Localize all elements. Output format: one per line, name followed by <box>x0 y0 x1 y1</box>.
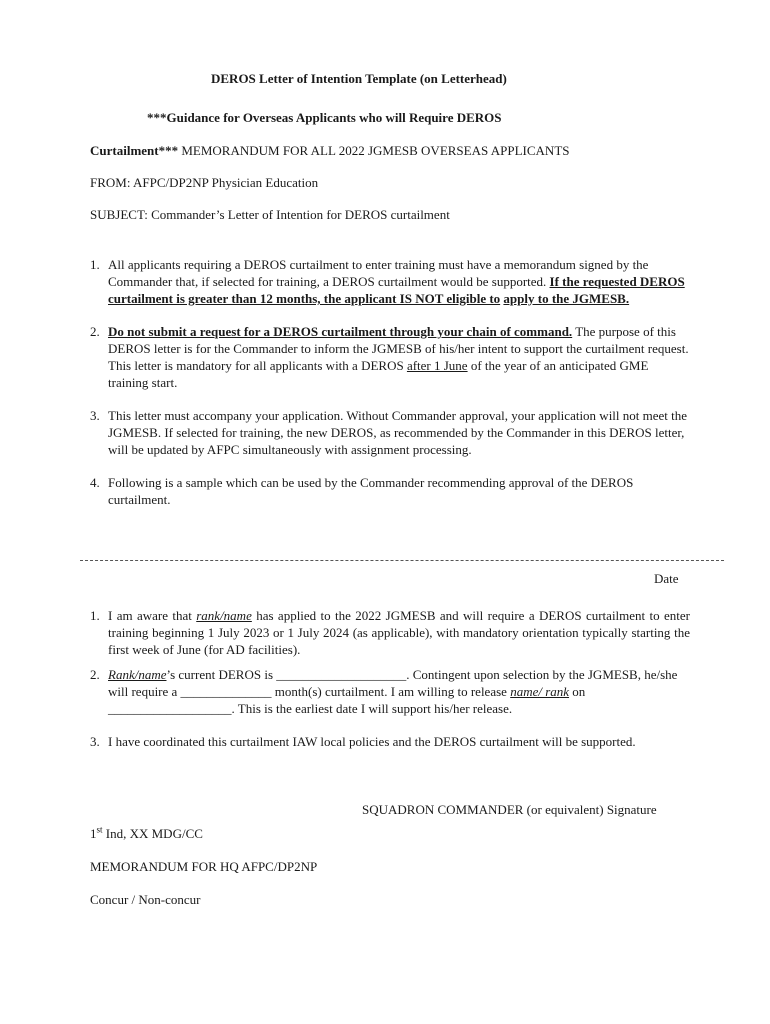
date-threshold: after 1 June <box>406 358 468 373</box>
from-line: FROM: AFPC/DP2NP Physician Education <box>90 175 319 190</box>
guidance-paragraph-2 <box>108 323 690 391</box>
list-number: 1. <box>90 608 100 623</box>
sample-letter-list <box>90 607 690 750</box>
paragraph-text: on ___________________. This is the earliest date I will support his/her release. <box>108 684 586 716</box>
signature-line: SQUADRON COMMANDER (or equivalent) Signature <box>362 802 657 817</box>
guidance-list <box>90 256 690 508</box>
chain-of-command-warning: Do not submit a request for a DEROS curtailment through your chain of command. <box>108 324 573 339</box>
paragraph-text: has applied to the 2022 JGMESB and will require a DEROS curtailment to enter training beginning 1 July 2023 or 1 July 2024 (as applicable), with mandatory orientation typically starting the first week of June (for AD facilities). <box>108 608 690 657</box>
sample-paragraph-3: I have coordinated this curtailment IAW local policies and the DEROS curtailment will be supported. <box>108 734 636 749</box>
memorandum-recipients: MEMORANDUM FOR ALL 2022 JGMESB OVERSEAS APPLICANTS <box>178 143 570 158</box>
guidance-paragraph-3: This letter must accompany your application. Without Commander approval, your application will not meet the JGMESB. If selected for training, the new DEROS, as recommended by the Commander in this DEROS letter, will be updated by AFPC simultaneously with assignment processing. <box>108 408 688 457</box>
sample-paragraph-2 <box>108 666 690 717</box>
list-number: 3. <box>90 734 100 749</box>
list-item <box>90 607 690 658</box>
subject-line: SUBJECT: Commander’s Letter of Intention for DEROS curtailment <box>90 207 450 222</box>
name-rank-placeholder: name/ rank <box>510 684 570 699</box>
list-number: 3. <box>90 408 100 423</box>
indorsement-number: 1 <box>90 826 97 841</box>
indorsement-office: Ind, XX MDG/CC <box>102 826 203 841</box>
rank-name-placeholder: Rank/name <box>108 667 167 682</box>
apply-warning: apply to the JGMESB. <box>503 291 630 306</box>
indorsement-ordinal: st <box>96 824 103 835</box>
list-number: 2. <box>90 667 100 682</box>
document-title: DEROS Letter of Intention Template (on Letterhead) <box>211 71 507 86</box>
memorandum-hq-line: MEMORANDUM FOR HQ AFPC/DP2NP <box>90 859 318 874</box>
list-item <box>90 323 690 391</box>
list-item <box>90 666 690 717</box>
list-item <box>90 407 690 458</box>
rank-name-placeholder: rank/name <box>196 608 252 623</box>
paragraph-text: The purpose of this DEROS letter is for the Commander to inform the JGMESB of his/her intent to support the curtailment request. This letter is mandatory for all applicants with a DEROS <box>108 324 689 373</box>
paragraph-text: All applicants requiring a DEROS curtailment to enter training must have a memorandum signed by the Commander that, if selected for training, a DEROS curtailment would be supported. <box>108 257 649 289</box>
memorandum-for-line <box>90 142 570 159</box>
list-item <box>90 256 690 307</box>
eligibility-warning: If the requested DEROS curtailment is greater than 12 months, the applicant IS NOT eligible to <box>108 274 685 306</box>
guidance-paragraph-1 <box>108 256 690 307</box>
list-number: 2. <box>90 324 100 339</box>
list-number: 1. <box>90 257 100 272</box>
list-number: 4. <box>90 475 100 490</box>
list-item <box>90 474 690 508</box>
list-item <box>90 733 690 750</box>
concur-line: Concur / Non-concur <box>90 892 201 907</box>
guidance-heading: ***Guidance for Overseas Applicants who will Require DEROS <box>147 110 502 125</box>
paragraph-text: of the year of an anticipated GME training start. <box>108 358 649 390</box>
section-divider <box>80 560 724 561</box>
guidance-paragraph-4: Following is a sample which can be used by the Commander recommending approval of the DEROS curtailment. <box>108 475 634 507</box>
date-label: Date <box>654 571 679 586</box>
paragraph-text: ’s current DEROS is ____________________. Contingent upon selection by the JGMESB, he/she will require a ______________ month(s) curtailment. I am willing to release <box>108 667 678 699</box>
curtailment-label: Curtailment*** <box>90 143 179 158</box>
indorsement-line <box>90 825 203 842</box>
sample-paragraph-1 <box>108 607 690 658</box>
paragraph-text: I am aware that <box>108 608 197 623</box>
